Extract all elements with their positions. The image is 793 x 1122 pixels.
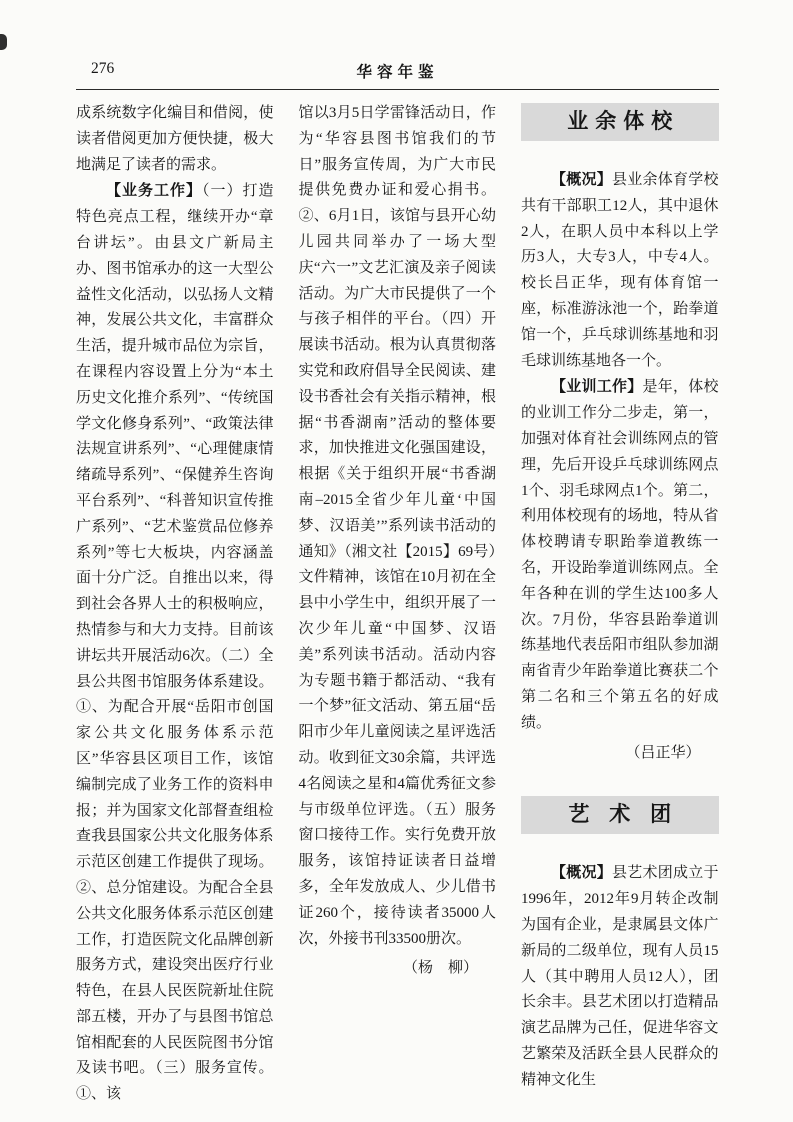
paragraph-overview — [521, 167, 719, 374]
paragraph-text: 县艺术团成立于1996年，2012年9月转企改制为国有企业，是隶属县文体广新局的二级单位，现有人员15人（其中聘用人员12人），团长余丰。县艺术团以打造精品演艺品牌为己任，促进华容文艺繁荣及活跃全县人民群众的精神文化生 — [521, 865, 719, 1088]
column-2 — [299, 101, 497, 1108]
author-signature: （吕正华） — [625, 744, 701, 761]
column-3 — [521, 101, 719, 1108]
paragraph-overview — [521, 860, 719, 1093]
column-1 — [76, 101, 274, 1108]
text-columns — [76, 101, 719, 1108]
paragraph-business-work — [76, 178, 274, 1108]
paragraph-continuation: 成系统数字化编目和借阅，使读者借阅更加方便快捷，极大地满足了读者的需求。 — [76, 105, 274, 173]
paragraph-text: （一）打造特色亮点工程，继续开办“章台讲坛”。由县文广新局主办、图书馆承办的这一大型公益性文化活动，以弘扬人文精神，发展公共文化，丰富群众生活，提升城市品位为宗旨，在课程内容设置上分为“本土历史文化推介系列”、“传统国学文化修身系列”、“政策法律法规宣讲系列”、“心理健康情绪疏导系列”、“保健养生咨询平台系列”、“科普知识宣传推广系列”、“艺术鉴赏品位修养系列”等七大板块，内容涵盖面十分广泛。自推出以来，得到社会各界人士的积极响应，热情参与和大力支持。目前该讲坛共开展活动6次。（二）全县公共图书馆服务体系建设。①、为配合开展“岳阳市创国家公共文化服务体系示范区”华容县区项目工作，该馆编制完成了业务工作的资料申报；并为国家文化部督查组检查我县国家公共文化服务体系示范区创建工作提供了现场。②、总分馆建设。为配合全县公共文化服务体系示范区创建工作，打造医院文化品牌创新服务方式，建设突出医疗行业特色，在县人民医院新址住院部五楼，开办了与县图书馆总馆相配套的人民医院图书分馆及读书吧。（三）服务宣传。①、该 — [76, 183, 274, 1103]
paragraph-training-work — [521, 374, 719, 736]
author-signature: （杨 柳） — [402, 960, 478, 977]
header-rule — [76, 89, 719, 90]
paragraph-continuation: 馆以3月5日学雷锋活动日，作为“华容县图书馆我们的节日”服务宣传周，为广大市民提供免费办证和爱心捐书。②、6月1日，该馆与县开心幼儿园共同举办了一场大型庆“六一”文艺汇演及亲子阅读活动。为广大市民提供了一个与孩子相伴的平台。（四）开展读书活动。根为认真贯彻落实党和政府倡导全民阅读、建设书香社会有关指示精神，根据“书香湖南”活动的整体要求，加快推进文化强国建设，根据《关于组织开展“书香湖南–2015全省少年儿童‘中国梦、汉语美’”系列读书活动的通知》（湘文社【2015】69号）文件精神，该馆在10月初在全县中小学生中，组织开展了一次少年儿童“中国梦、汉语美”系列读书活动。活动内容为专题书籍于都活动、“我有一个梦”征文活动、第五届“岳阳市少年儿童阅读之星评选活动。收到征文30余篇，共评选4名阅读之星和4篇优秀征文参与市级单位评选。（五）服务窗口接待工作。实行免费开放服务，该馆持证读者日益增多，全年发放成人、少儿借书证260个，接待读者35000人次，外接书刊33500册次。 — [298, 105, 496, 947]
page-header — [76, 60, 719, 84]
section-title: 业余体校 — [567, 110, 680, 133]
section-header-art-troupe — [521, 796, 719, 834]
paragraph-text: 是年，体校的业训工作分二步走，第一，加强对体育社会训练网点的管理，先后开设乒乓球训练网点1个、羽毛球网点1个。第二，利用体校现有的场地，特从省体校聘请专职跆拳道教练一名，开设跆拳道训练网点。全年各种在训的学生达100多人次。7月份，华容县跆拳道训练基地代表岳阳市组队参加湖南省青少年跆拳道比赛获二个第二名和三个第五名的好成绩。 — [521, 379, 719, 731]
section-label-training-work: 【业训工作】 — [551, 378, 643, 396]
section-header-amateur-sports-school — [521, 103, 719, 141]
section-label-overview: 【概况】 — [551, 864, 612, 882]
section-label-overview: 【概况】 — [551, 171, 612, 188]
page-title: 华容年鉴 — [356, 64, 439, 81]
scan-artifact — [0, 34, 7, 50]
section-label-business-work: 【业务工作】 — [106, 182, 202, 200]
paragraph-text: 县业余体育学校共有干部职工12人，其中退休2人，在职人员中本科以上学历3人，大专3人，中专4人。校长吕正华，现有体育馆一座，标准游泳池一个，跆拳道馆一个，乒乓球训练基地和羽毛球训练基地各一个。 — [521, 172, 719, 369]
section-title: 艺 术 团 — [568, 803, 679, 827]
page-number: 276 — [91, 60, 115, 77]
